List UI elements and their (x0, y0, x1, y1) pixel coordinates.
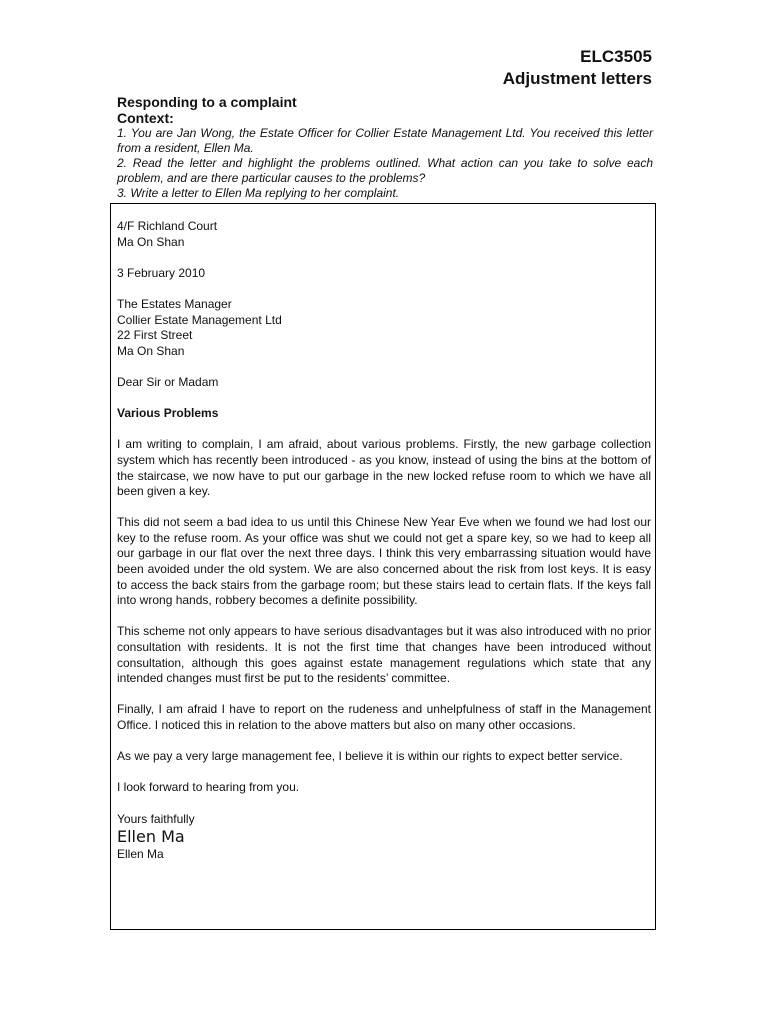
letter-paragraph: I look forward to hearing from you. (117, 780, 300, 795)
letter-paragraph: Finally, I am afraid I have to report on the rudeness and unhelpfulness of staff in the Management Office. I noticed this in relation to the above matters but also on many other occasions. (117, 702, 651, 732)
course-title: Adjustment letters (502, 69, 652, 88)
sender-address-line: Ma On Shan (117, 234, 185, 249)
salutation: Dear Sir or Madam (117, 374, 219, 389)
task-item-2: 2. Read the letter and highlight the problems outlined. What action can you take to solve each problem, and are there particular causes to the problems? (117, 156, 653, 185)
document-header (503, 46, 652, 90)
intro-section (117, 94, 653, 201)
sender-address-line: 4/F Richland Court (117, 219, 218, 233)
course-code: ELC3505 (580, 47, 652, 66)
task-item-1: 1. You are Jan Wong, the Estate Officer for Collier Estate Management Ltd. You received this letter from a resident, Ellen Ma. (117, 126, 653, 155)
recipient-address-line: Ma On Shan (117, 343, 185, 358)
letter-box (110, 203, 656, 930)
recipient-address-line: The Estates Manager (117, 296, 232, 311)
letter-paragraph: This scheme not only appears to have serious disadvantages but it was also introduced with no prior consultation with residents. It is not the first time that changes have been introduced without consultation, although this goes against estate management regulations which state that any intended changes must first be put to the residents’ committee. (117, 624, 651, 686)
recipient-address-line: 22 First Street (117, 328, 193, 343)
task-item-3: 3. Write a letter to Ellen Ma replying to her complaint. (117, 186, 400, 200)
recipient-address-line: Collier Estate Management Ltd (117, 312, 282, 327)
signed-name: Ellen Ma (117, 847, 164, 862)
section-heading: Responding to a complaint (117, 94, 297, 110)
handwritten-signature: Ellen Ma (117, 827, 185, 847)
letter-date: 3 February 2010 (117, 265, 206, 280)
recipient-address (117, 297, 651, 359)
letter-subject: Various Problems (117, 406, 219, 421)
context-label: Context: (117, 110, 174, 126)
complimentary-close: Yours faithfully (117, 811, 195, 826)
letter-paragraph: This did not seem a bad idea to us until this Chinese New Year Eve when we found we had lost our key to the refuse room. As your office was shut we could not get a spare key, so we had to keep all our garbage in our flat over the next three days. I think this very embarrassing situation would have been avoided under the old system. We are also concerned about the risk from lost keys. It is easy to access the back stairs from the garbage room; but these stairs lead to certain flats. If the keys fall into wrong hands, robbery becomes a definite possibility. (117, 515, 651, 608)
sender-address (117, 219, 651, 250)
complaint-letter (117, 219, 651, 863)
letter-paragraph: As we pay a very large management fee, I believe it is within our rights to expect better service. (117, 749, 623, 764)
letter-paragraph: I am writing to complain, I am afraid, about various problems. Firstly, the new garbage collection system which has recently been introduced - as you know, instead of using the bins at the bottom of the staircase, we now have to put our garbage in the new locked refuse room to which we have all been given a key. (117, 437, 651, 499)
